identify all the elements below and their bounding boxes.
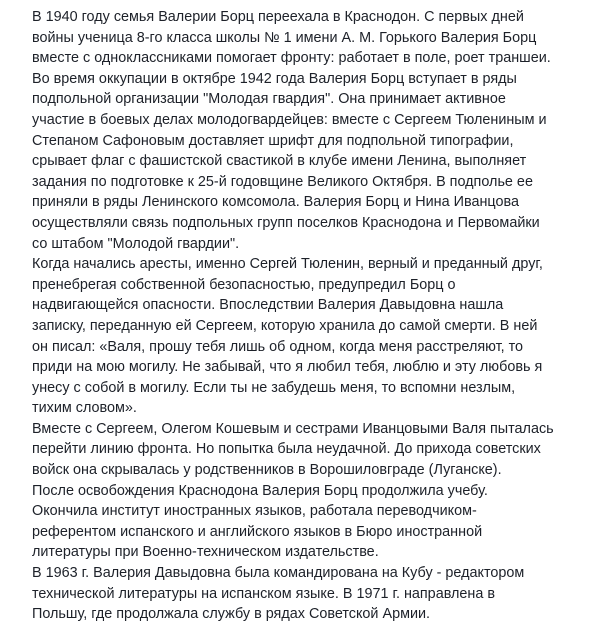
text-line: технической литературы на испанском языке. В 1971 г. направлена в xyxy=(32,585,496,602)
text-line: войск она скрывалась у родственников в Ворошиловграде (Луганске). xyxy=(32,462,502,479)
text-line: надвигающейся опасности. Впоследствии Валерия Давыдовна нашла xyxy=(32,297,504,314)
text-line: литературы при Военно-техническом издательстве. xyxy=(32,544,379,561)
text-line: войны ученица 8-го класса школы № 1 имени А. М. Горького Валерия Борц xyxy=(32,29,537,46)
text-line: В 1963 г. Валерия Давыдовна была командирована на Кубу - редактором xyxy=(32,565,525,582)
text-line: он писал: «Валя, прошу тебя лишь об одном, когда меня расстреляют, то xyxy=(32,338,524,355)
text-line: Степаном Сафоновым доставляет шрифт для подпольной типографии, xyxy=(32,132,514,149)
paragraph-4 xyxy=(32,481,572,563)
paragraph-1 xyxy=(32,7,572,254)
text-line: Вместе с Сергеем, Олегом Кошевым и сестрами Иванцовыми Валя пыталась xyxy=(32,420,554,437)
text-line: тихим словом». xyxy=(32,400,137,417)
text-line: перейти линию фронта. Но попытка была неудачной. До прихода советских xyxy=(32,441,541,458)
text-line: приняли в ряды Ленинского комсомола. Валерия Борц и Нина Иванцова xyxy=(32,194,519,211)
paragraph-2 xyxy=(32,254,572,419)
article-body xyxy=(32,7,572,625)
text-line: унесу с собой в могилу. Если ты не забудешь меня, то вспомни незлым, xyxy=(32,379,516,396)
text-line: Во время оккупации в октябре 1942 года Валерия Борц вступает в ряды xyxy=(32,70,517,87)
text-line: вместе с одноклассниками помогает фронту: работает в поле, роет траншеи. xyxy=(32,50,551,67)
paragraph-3 xyxy=(32,419,572,481)
text-line: подпольной организации "Молодая гвардия". Она принимает активное xyxy=(32,91,506,108)
paragraph-5 xyxy=(32,563,572,625)
text-line: Польшу, где продолжала службу в рядах Советской Армии. xyxy=(32,606,431,623)
text-line: Окончила институт иностранных языков, работала переводчиком- xyxy=(32,503,477,520)
text-line: со штабом "Молодой гвардии". xyxy=(32,235,240,252)
text-line: референтом испанского и английского языков в Бюро иностранной xyxy=(32,523,483,540)
text-line: Когда начались аресты, именно Сергей Тюленин, верный и преданный друг, xyxy=(32,256,543,273)
text-line: В 1940 году семья Валерии Борц переехала в Краснодон. С первых дней xyxy=(32,9,524,25)
text-line: приди на мою могилу. Не забывай, что я любил тебя, люблю и эту любовь я xyxy=(32,359,543,376)
text-line: задания по подготовке к 25-й годовщине Великого Октября. В подполье ее xyxy=(32,173,533,190)
text-line: участие в боевых делах молодогвардейцев: вместе с Сергеем Тюлениным и xyxy=(32,111,547,128)
text-line: срывает флаг с фашистской свастикой в клубе имени Ленина, выполняет xyxy=(32,153,527,170)
text-line: осуществляли связь подпольных групп поселков Краснодона и Первомайки xyxy=(32,214,540,231)
text-line: пренебрегая собственной безопасностью, предупредил Борц о xyxy=(32,276,456,293)
text-line: После освобождения Краснодона Валерия Борц продолжила учебу. xyxy=(32,482,488,499)
text-line: записку, переданную ей Сергеем, которую хранила до самой смерти. В ней xyxy=(32,317,538,334)
